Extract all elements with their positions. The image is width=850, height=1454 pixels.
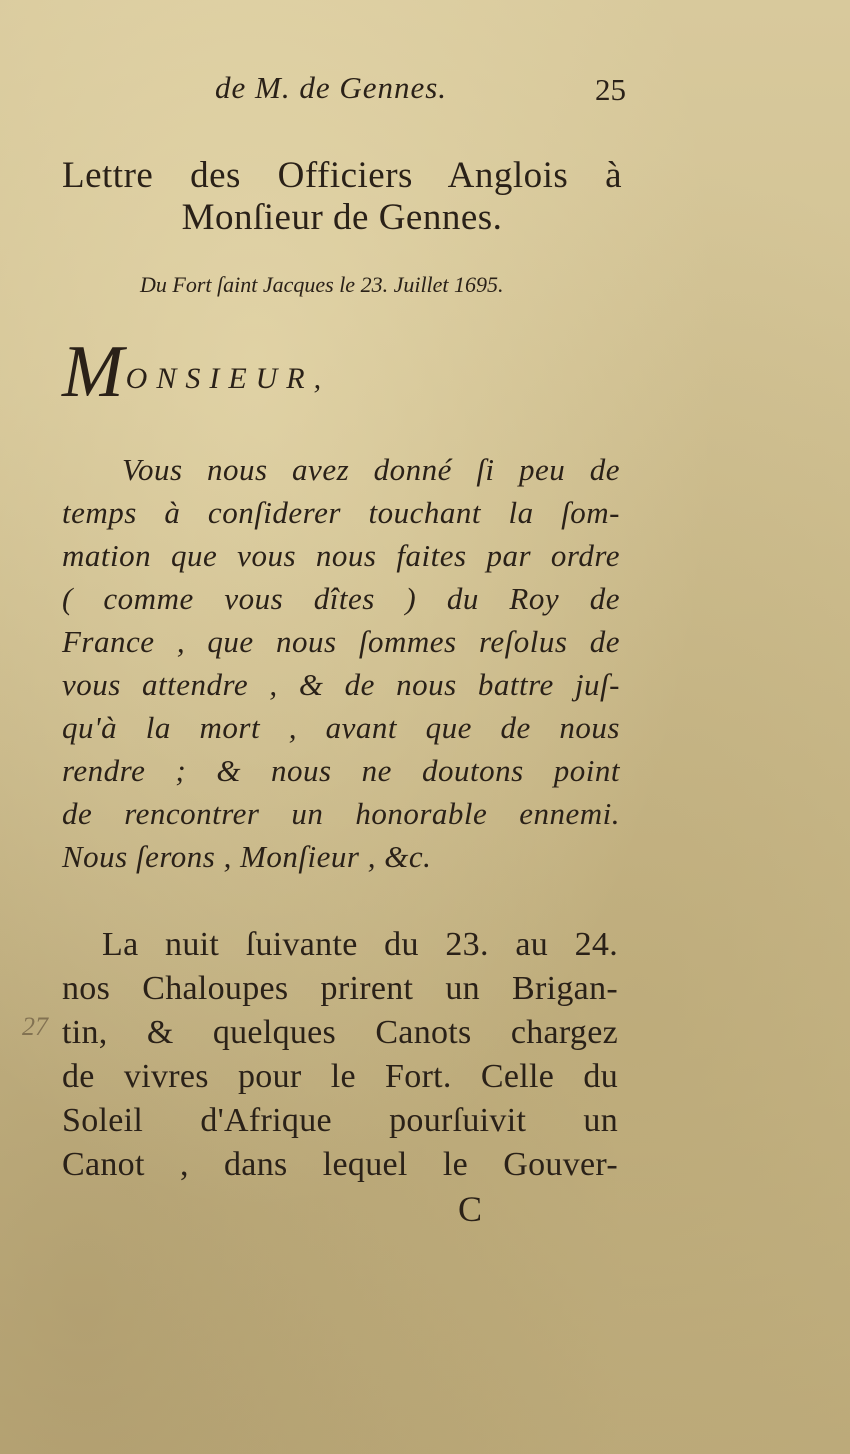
salutation: [62, 330, 330, 415]
narrative-line: nos Chaloupes prirent un Brigan-: [62, 970, 618, 1007]
narrative-line: de vivres pour le Fort. Celle du: [62, 1058, 618, 1095]
narrative-line: tin, & quelques Canots chargez: [62, 1014, 618, 1051]
letter-line: de rencontrer un honorable ennemi.: [62, 796, 620, 831]
letter-title-line-1: Lettre des Officiers Anglois à: [62, 155, 622, 196]
salutation-initial: M: [62, 331, 126, 413]
letter-line: Vous nous avez donné ſi peu de: [122, 452, 620, 487]
letter-line: mation que vous nous faites par ordre: [62, 538, 620, 573]
page-number: 25: [595, 72, 626, 107]
salutation-rest: ONSIEUR,: [125, 362, 331, 395]
letter-title-line-2: Monſieur de Gennes.: [181, 197, 503, 238]
letter-line: Nous ſerons , Monſieur , &c.: [62, 839, 432, 874]
letter-line: temps à conſiderer touchant la ſom-: [62, 495, 620, 530]
running-title: de M. de Gennes.: [215, 70, 448, 105]
narrative-line: La nuit ſuivante du 23. au 24.: [102, 926, 618, 963]
letter-line: France , que nous ſommes reſolus de: [62, 624, 620, 659]
letter-line: qu'à la mort , avant que de nous: [62, 710, 620, 745]
signature-mark: C: [458, 1189, 483, 1229]
letter-line: ( comme vous dîtes ) du Roy de: [62, 581, 620, 616]
letter-line: rendre ; & nous ne doutons point: [62, 753, 620, 788]
handwritten-margin-note: 27: [22, 1012, 48, 1041]
narrative-line: Canot , dans lequel le Gouver-: [62, 1146, 618, 1183]
narrative-line: Soleil d'Afrique pourſuivit un: [62, 1102, 618, 1139]
dateline: Du Fort ſaint Jacques le 23. Juillet 1695.: [140, 272, 504, 297]
letter-line: vous attendre , & de nous battre juſ-: [62, 667, 620, 702]
